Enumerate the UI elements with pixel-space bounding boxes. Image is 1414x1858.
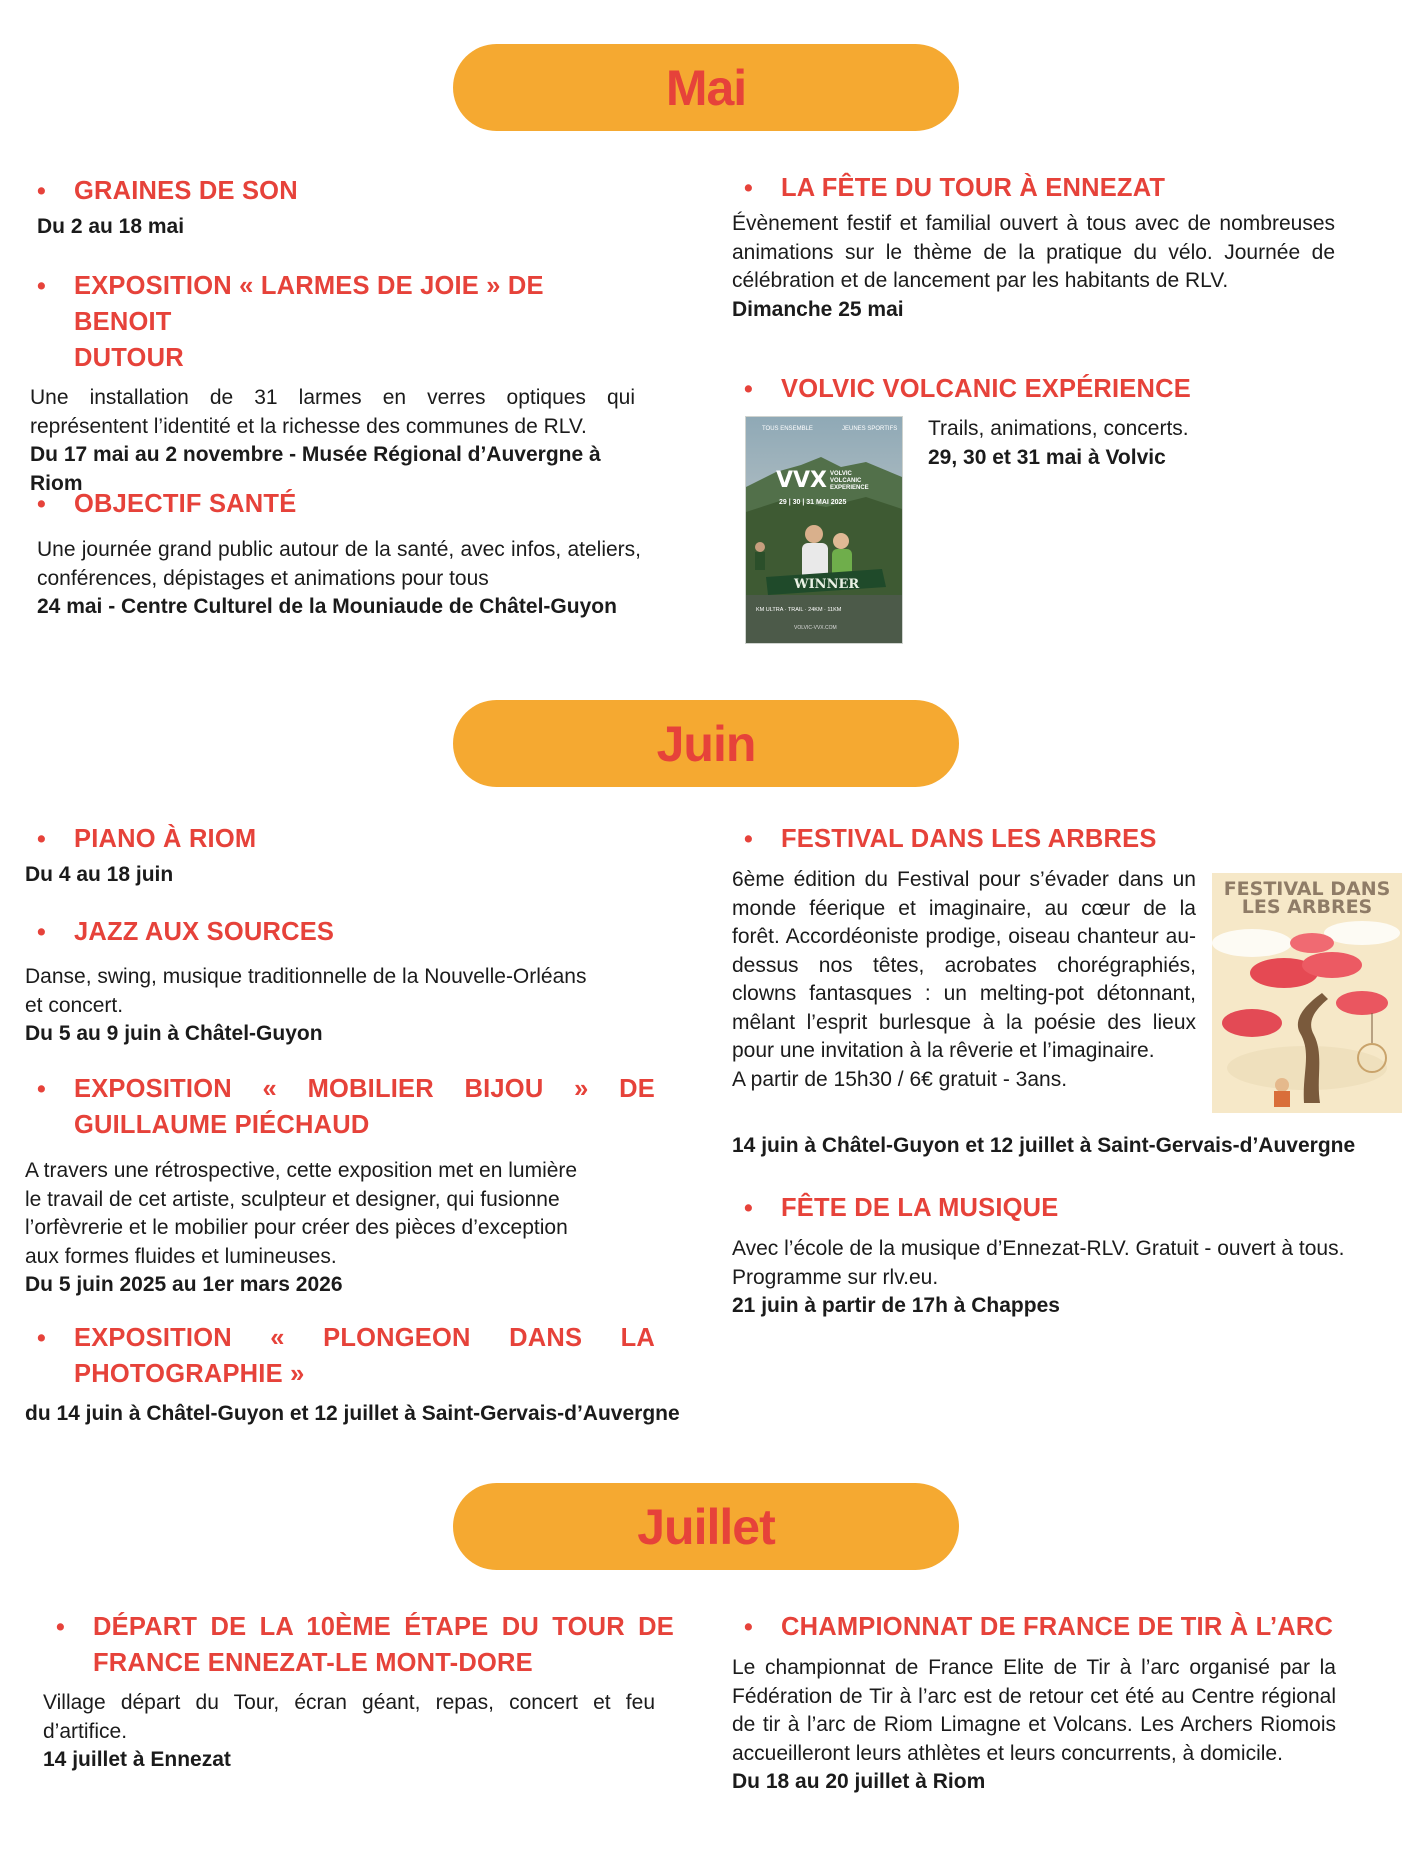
event-tir-arc-text [732, 1654, 1336, 1797]
event-title: • FESTIVAL DANS LES ARBRES [740, 821, 1340, 857]
event-description: 6ème édition du Festival pour s’évader dans un monde féerique et imaginaire, au cœur de la forêt. Accordéoniste prodige, oiseau chanteur au-dessus nos têtes, acrobates chorégraphiés, clowns fantasques : un melting-pot détonnant, mêlant l’esprit burlesque à la poésie des lieux pour une invitation à la rêverie et l’imaginaire. [732, 868, 1196, 1062]
event-title: • DÉPART DE LA 10ÈME ÉTAPE DU TOUR DE FRANCE ENNEZAT-LE MONT-DORE [52, 1609, 674, 1681]
event-date: du 14 juin à Châtel-Guyon et 12 juillet à Saint-Gervais-d’Auvergne [25, 1402, 680, 1425]
poster-banner: WINNER [794, 577, 860, 592]
event-date: Du 2 au 18 mai [37, 215, 185, 238]
event-date: Du 4 au 18 juin [25, 863, 174, 886]
event-larmes-de-joie [30, 268, 635, 498]
bullet-icon: • [37, 1324, 46, 1352]
event-objectif-sante [33, 486, 641, 622]
event-description: Évènement festif et familial ouvert à tous avec de nombreuses animations sur le thème de la pratique du vélo. Journée de célébration et de lancement par les habitants de RLV. [732, 212, 1335, 292]
event-title: • VOLVIC VOLCANIC EXPÉRIENCE [740, 371, 1335, 407]
poster-sub3: EXPERIENCE [830, 485, 869, 491]
bullet-icon: • [37, 1075, 46, 1103]
event-description: Village départ du Tour, écran géant, repas, concert et feu d’artifice. [43, 1691, 655, 1743]
poster-logo: VVX [776, 468, 828, 493]
event-description: Une journée grand public autour de la santé, avec infos, ateliers, conférences, dépistages et animations pour tous [37, 538, 641, 590]
bullet-icon: • [744, 825, 753, 853]
event-volvic-text [928, 415, 1328, 472]
poster-top-right: JEUNES SPORTIFS [842, 426, 898, 432]
event-plongeon-photographie [33, 1320, 655, 1392]
event-description: Avec l’école de la musique d’Ennezat-RLV. Gratuit - ouvert à tous. Programme sur rlv.eu. [732, 1237, 1345, 1289]
bullet-icon: • [744, 174, 753, 202]
event-title: • PIANO À RIOM [33, 821, 653, 857]
poster-title-1: FESTIVAL DANS [1223, 878, 1391, 900]
event-festival-dans-les-arbres [740, 821, 1340, 857]
poster-dates: 29 | 30 | 31 MAI 2025 [779, 499, 847, 506]
month-header-may: Mai [453, 44, 959, 131]
event-volvic-volcanic [740, 371, 1335, 407]
event-title: • OBJECTIF SANTÉ [33, 486, 641, 522]
event-fete-de-la-musique [740, 1190, 1340, 1226]
poster-sub1: VOLVIC [830, 471, 852, 477]
event-date: Du 17 mai au 2 novembre - Musée Régional d’Auvergne à Riom [30, 443, 601, 495]
poster-url: VOLVIC-VVX.COM [794, 625, 837, 631]
event-price: A partir de 15h30 / 6€ gratuit - 3ans. [732, 1067, 1068, 1091]
event-title: • LA FÊTE DU TOUR À ENNEZAT [740, 170, 1335, 206]
poster-title-2: LES ARBRES [1241, 896, 1373, 918]
volvic-poster-image [745, 416, 903, 644]
event-fete-musique-text [732, 1235, 1400, 1321]
bullet-icon: • [744, 375, 753, 403]
poster-sub2: VOLCANIC [830, 478, 862, 484]
event-graines-de-son [33, 173, 653, 242]
event-piano-a-riom [25, 821, 653, 890]
event-date: Dimanche 25 mai [732, 297, 904, 321]
bullet-icon: • [37, 825, 46, 853]
bullet-icon: • [744, 1194, 753, 1222]
event-date: Du 5 juin 2025 au 1er mars 2026 [25, 1273, 343, 1296]
bullet-icon: • [37, 177, 46, 205]
event-plongeon-date [25, 1400, 693, 1429]
event-fete-du-tour [732, 170, 1335, 324]
event-depart-tour-de-france [43, 1609, 674, 1775]
event-date: 29, 30 et 31 mai à Volvic [928, 445, 1166, 469]
poster-top-left: TOUS ENSEMBLE [762, 426, 813, 432]
event-title: • EXPOSITION « LARMES DE JOIE » DE BENOIT DUTOUR [33, 268, 635, 376]
event-festival-date-wrap [732, 1132, 1392, 1161]
bullet-icon: • [37, 490, 46, 518]
event-title: • JAZZ AUX SOURCES [33, 914, 653, 950]
festival-poster-image [1212, 873, 1402, 1113]
month-header-june: Juin [453, 700, 959, 787]
event-description: Trails, animations, concerts. [928, 417, 1189, 440]
event-title: • CHAMPIONNAT DE FRANCE DE TIR À L’ARC [740, 1609, 1360, 1645]
event-date: 24 mai - Centre Culturel de la Mouniaude de Châtel-Guyon [37, 595, 617, 618]
bullet-icon: • [37, 918, 46, 946]
bullet-icon: • [56, 1613, 65, 1641]
month-header-july: Juillet [453, 1483, 959, 1570]
event-date: Du 5 au 9 juin à Châtel-Guyon [25, 1022, 323, 1045]
event-date: Du 18 au 20 juillet à Riom [732, 1770, 986, 1793]
event-description: A travers une rétrospective, cette exposition met en lumière le travail de cet artiste, sculpteur et designer, qui fusionne l’orfèvrerie et le mobilier pour créer des pièces d’exception aux formes fluides et lumineuses. [25, 1159, 578, 1268]
bullet-icon: • [744, 1613, 753, 1641]
bullet-icon: • [37, 272, 46, 300]
event-title: • EXPOSITION « MOBILIER BIJOU » DE GUILLAUME PIÉCHAUD [33, 1071, 655, 1143]
event-date: 21 juin à partir de 17h à Chappes [732, 1294, 1060, 1317]
event-festival-text [732, 866, 1196, 1094]
event-title: • FÊTE DE LA MUSIQUE [740, 1190, 1340, 1226]
event-description: Une installation de 31 larmes en verres optiques qui représentent l’identité et la richesse des communes de RLV. [30, 386, 635, 438]
event-mobilier-bijou [25, 1071, 655, 1300]
event-title: • EXPOSITION « PLONGEON DANS LA PHOTOGRAPHIE » [33, 1320, 655, 1392]
event-description: Danse, swing, musique traditionnelle de la Nouvelle-Orléans et concert. [25, 965, 587, 1017]
event-title: • GRAINES DE SON [33, 173, 653, 209]
event-description: Le championnat de France Elite de Tir à l’arc organisé par la Fédération de Tir à l’arc est de retour cet été au Centre régional de tir à l’arc de Riom Limagne et Volcans. Les Archers Riomois accueilleront leurs athlètes et leurs concurrents, à domicile. [732, 1656, 1336, 1765]
event-jazz-aux-sources [25, 914, 653, 1049]
event-championnat-tir-arc [740, 1609, 1360, 1645]
poster-bottom: KM ULTRA · TRAIL · 24KM · 11KM [756, 607, 842, 613]
event-date: 14 juin à Châtel-Guyon et 12 juillet à Saint-Gervais-d’Auvergne [732, 1134, 1356, 1157]
event-date: 14 juillet à Ennezat [43, 1748, 231, 1771]
